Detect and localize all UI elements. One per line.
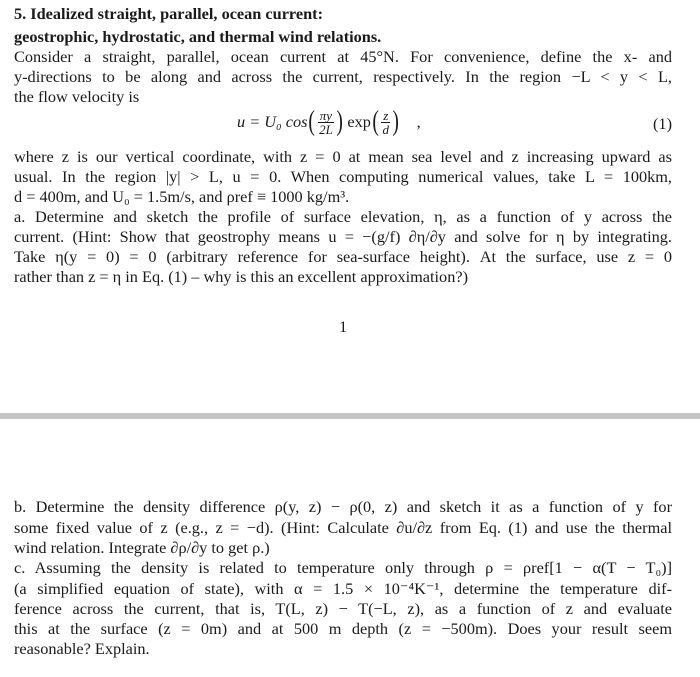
fraction-pi-y-over-2L: $\frac{\pi y}{2L}$ <box>319 107 333 137</box>
equation-lhs: u = U₀ cos <box>237 112 308 131</box>
page-divider <box>0 413 700 419</box>
part-b-line: some fixed value of z (e.g., z = −d). (Hint: Calculate ∂u/∂z from Eq. (1) and use the thermal <box>14 518 672 537</box>
fraction-z-over-d: $\frac{z}{d}$ <box>382 107 390 137</box>
exp-function: exp <box>347 112 371 131</box>
equation-1: u = U₀ cos ( $\frac{\pi y}{2L}$ ) exp ( $\frac{z}{d}$ ) , (1) <box>237 106 672 137</box>
part-a-line: rather than z = η in Eq. (1) – why is this an excellent approximation?) <box>14 267 468 286</box>
problem-title-line-1: 5. Idealized straight, parallel, ocean current: <box>14 4 323 23</box>
part-c-line: (a simplified equation of state), with α = 1.5 × 10⁻⁴K⁻¹, determine the temperature dif- <box>14 579 672 598</box>
body-line: d = 400m, and U₀ = 1.5m/s, and ρref ≡ 1000 kg/m³. <box>14 187 350 206</box>
part-a-line: a. Determine and sketch the profile of surface elevation, η, as a function of y across the <box>14 207 672 226</box>
part-b-line: wind relation. Integrate ∂ρ/∂y to get ρ.) <box>14 538 270 557</box>
equation-number: (1) <box>653 114 672 133</box>
part-b-line: b. Determine the density difference ρ(y, z) − ρ(0, z) and sketch it as a function of y for <box>14 497 672 516</box>
problem-title-line-2: geostrophic, hydrostatic, and thermal wind relations. <box>14 27 382 46</box>
page-number: 1 <box>339 317 348 336</box>
body-line: where z is our vertical coordinate, with z = 0 at mean sea level and z increasing upward as <box>14 147 672 166</box>
part-c-line: ference across the current, that is, T(L, z) − T(−L, z), as a function of z and evaluate <box>14 599 672 618</box>
part-a-line: current. (Hint: Show that geostrophy means u = −(g/f) ∂η/∂y and solve for η by integrating. <box>14 227 672 246</box>
intro-line: y-directions to be along and across the current, respectively. In the region −L < y < L, <box>14 67 672 86</box>
part-a-line: Take η(y = 0) = 0 (arbitrary reference for sea-surface height). At the surface, use z = 0 <box>14 247 672 266</box>
part-c-line: c. Assuming the density is related to temperature only through ρ = ρref[1 − α(T − T₀)] <box>14 558 672 577</box>
intro-line: Consider a straight, parallel, ocean current at 45°N. For convenience, define the x- and <box>14 47 672 66</box>
part-c-line: this at the surface (z = 0m) and at 500 m depth (z = −500m). Does your result seem <box>14 619 672 638</box>
intro-line: the flow velocity is <box>14 87 140 106</box>
part-c-line: reasonable? Explain. <box>14 639 150 658</box>
body-line: usual. In the region |y| > L, u = 0. When computing numerical values, take L = 100km, <box>14 167 672 186</box>
